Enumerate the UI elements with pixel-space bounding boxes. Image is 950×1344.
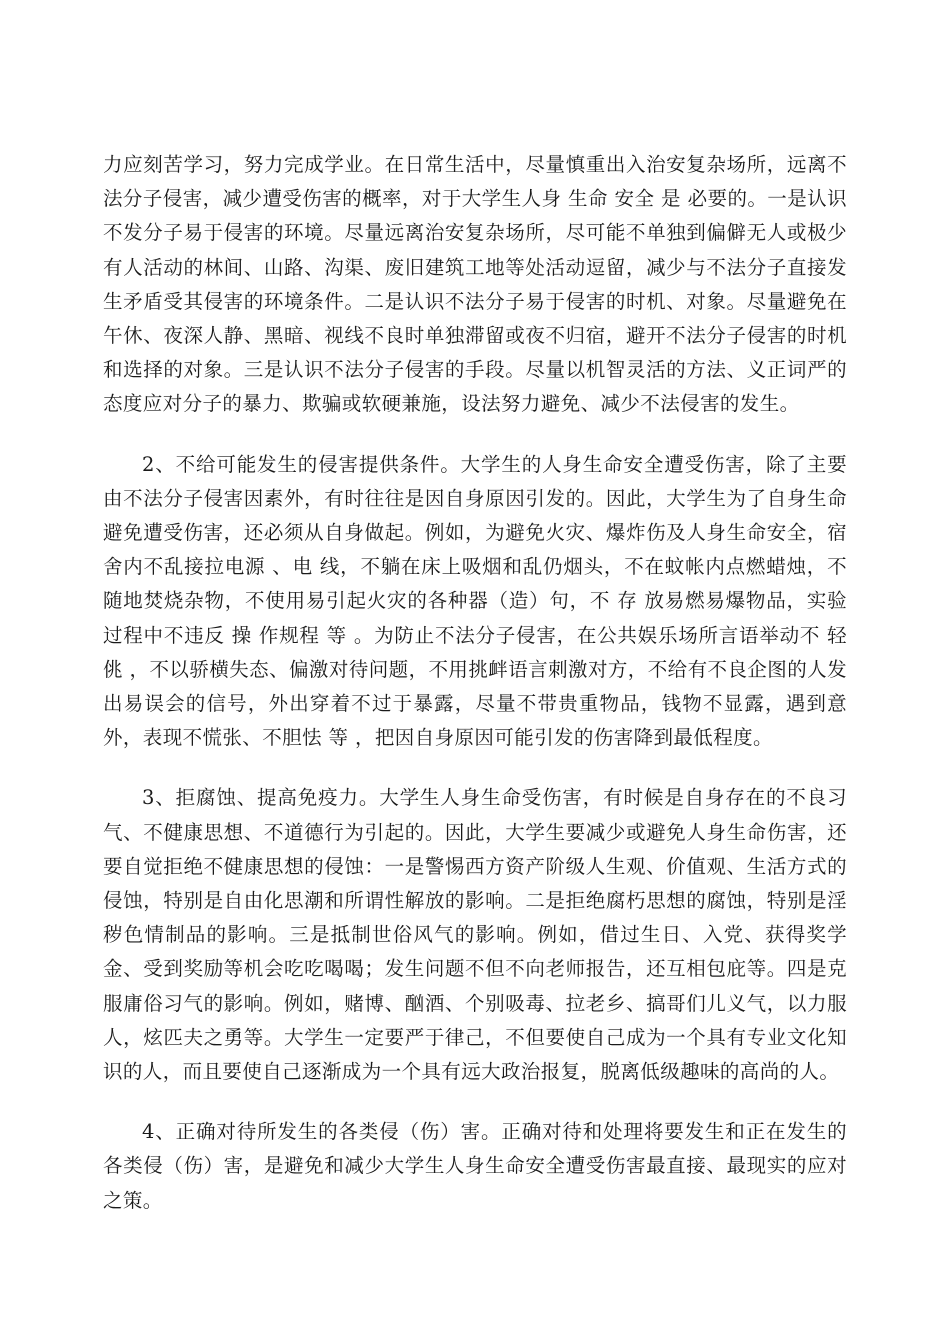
paragraph-section-2: 2、不给可能发生的侵害提供条件。大学生的人身生命安全遭受伤害，除了主要由不法分子侵害因素外，有时往往是因自身原因引发的。因此，大学生为了自身生命避免遭受伤害，还必须从自身做起。例如，为避免火灾、爆炸伤及人身生命安全，宿舍内不乱接拉电源 、电 线，不躺在床上吸烟和乱仍烟头，不在蚊帐内点燃蜡烛，不随地焚烧杂物，不使用易引起火灾的各种器（造）句，不 存 放易燃易爆物品，实验过程中不违反 操 作规程 等 。为防止不法分子侵害，在公共娱乐场所言语举动不 轻佻 ，不以骄横失态、偏激对待问题，不用挑衅语言刺激对方，不给有不良企图的人发出易误会的信号，外出穿着不过于暴露，尽量不带贵重物品，钱物不显露，遇到意外，表现不慌张、不胆怯 等 ，把因自身原因可能引发的伤害降到最低程度。 [103, 452, 847, 750]
document-body [103, 148, 847, 1218]
paragraph-continuation: 力应刻苦学习，努力完成学业。在日常生活中，尽量慎重出入治安复杂场所，远离不法分子侵害，减少遭受伤害的概率，对于大学生人身 生命 安全 是 必要的。一是认识不发分子易于侵害的环境。尽量远离治安复杂场所，尽可能不单独到偏僻无人或极少有人活动的林间、山路、沟渠、废旧建筑工地等处活动逗留，减少与不法分子直接发生矛盾受其侵害的环境条件。二是认识不法分子易于侵害的时机、对象。尽量避免在午休、夜深人静、黑暗、视线不良时单独滞留或夜不归宿，避开不法分子侵害的时机和选择的对象。三是认识不法分子侵害的手段。尽量以机智灵活的方法、义正词严的态度应对分子的暴力、欺骗或软硬兼施，设法努力避免、减少不法侵害的发生。 [103, 153, 847, 416]
paragraph-section-4: 4、正确对待所发生的各类侵（伤）害。正确对待和处理将要发生和正在发生的各类侵（伤）害，是避免和减少大学生人身生命安全遭受伤害最直接、最现实的应对之策。 [103, 1120, 847, 1212]
paragraph-section-3: 3、拒腐蚀、提高免疫力。大学生人身生命受伤害，有时候是自身存在的不良习气、不健康思想、不道德行为引起的。因此，大学生要减少或避免人身生命伤害，还要自觉拒绝不健康思想的侵蚀：一是警惕西方资产阶级人生观、价值观、生活方式的侵蚀，特别是自由化思潮和所谓性解放的影响。二是拒绝腐朽思想的腐蚀，特别是淫秽色情制品的影响。三是抵制世俗风气的影响。例如，借过生日、入党、获得奖学金、受到奖励等机会吃吃喝喝；发生问题不但不向老师报告，还互相包庇等。四是克服庸俗习气的影响。例如，赌博、酗酒、个别吸毒、拉老乡、搞哥们儿义气，以力服人，炫匹夫之勇等。大学生一定要严于律己，不但要使自己成为一个具有专业文化知识的人，而且要使自己逐渐成为一个具有远大政治报复，脱离低级趣味的高尚的人。 [103, 786, 847, 1084]
